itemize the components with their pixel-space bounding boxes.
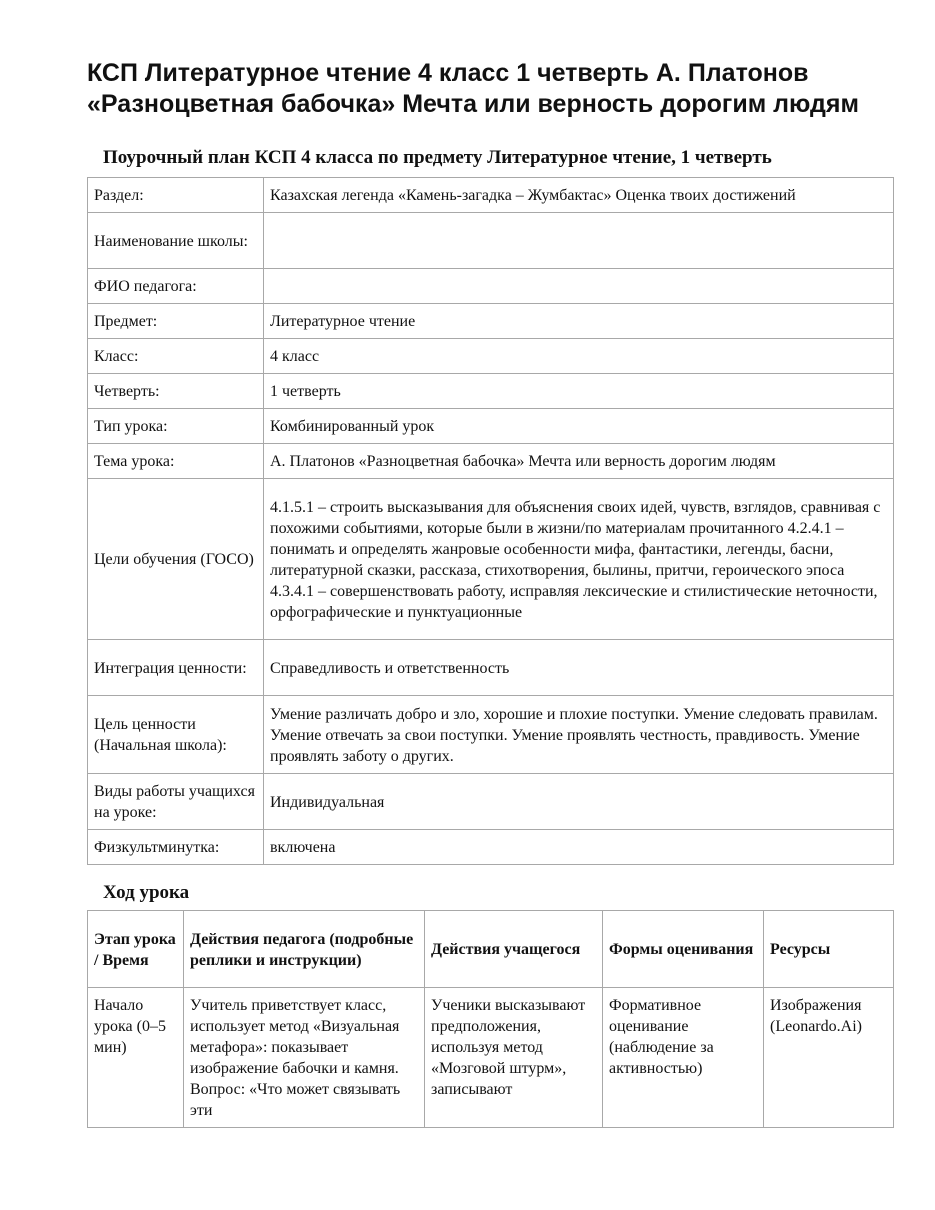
info-label: Наименование школы: (88, 213, 264, 269)
info-value (264, 269, 894, 304)
info-row-value-goal (88, 696, 894, 774)
header-stage-time: Этап урока / Время (88, 911, 184, 988)
info-value: А. Платонов «Разноцветная бабочка» Мечта или верность дорогим людям (264, 444, 894, 479)
cell-text: Формативное оценивание (наблюдение за активностью) (609, 997, 714, 1077)
info-value: 4 класс (264, 339, 894, 374)
info-label: Тема урока: (88, 444, 264, 479)
header-teacher-actions: Действия педагога (подробные реплики и инструкции) (184, 911, 425, 988)
info-label: ФИО педагога: (88, 269, 264, 304)
lesson-info-table (87, 177, 894, 865)
info-value: Справедливость и ответственность (264, 640, 894, 696)
table-header-row (88, 911, 894, 988)
info-value: Индивидуальная (264, 774, 894, 830)
document-title: КСП Литературное чтение 4 класс 1 четверть А. Платонов «Разноцветная бабочка» Мечта или верность дорогим людям (87, 59, 859, 118)
info-row-teacher (88, 269, 894, 304)
info-row-grade (88, 339, 894, 374)
info-value: Литературное чтение (264, 304, 894, 339)
info-value: Умение различать добро и зло, хорошие и плохие поступки. Умение следовать правилам. Умение отвечать за свои поступки. Умение проявлять честность, правдивость. Умение проявлять заботу о других. (264, 696, 894, 774)
info-label: Класс: (88, 339, 264, 374)
cell-assessment (603, 988, 764, 1128)
info-row-exercise-break (88, 830, 894, 865)
info-row-topic (88, 444, 894, 479)
info-value: Комбинированный урок (264, 409, 894, 444)
info-row-quarter (88, 374, 894, 409)
info-row-learning-goals (88, 479, 894, 640)
info-label: Раздел: (88, 178, 264, 213)
info-row-work-types (88, 774, 894, 830)
header-assessment: Формы оценивания (603, 911, 764, 988)
info-label: Цель ценности (Начальная школа): (88, 696, 264, 774)
info-label: Предмет: (88, 304, 264, 339)
table-row (88, 988, 894, 1128)
info-label: Цели обучения (ГОСО) (88, 479, 264, 640)
header-resources: Ресурсы (764, 911, 894, 988)
info-label: Виды работы учащихся на уроке: (88, 774, 264, 830)
cell-resources (764, 988, 894, 1128)
lesson-flow-table (87, 910, 894, 1128)
info-value (264, 213, 894, 269)
info-label: Физкультминутка: (88, 830, 264, 865)
cell-student-actions (425, 988, 603, 1128)
info-row-value-integration (88, 640, 894, 696)
header-student-actions: Действия учащегося (425, 911, 603, 988)
info-row-school (88, 213, 894, 269)
info-value: 4.1.5.1 – строить высказывания для объяснения своих идей, чувств, взглядов, сравнивая с похожими событиями, которые были в жизни/по материалам прочитанного 4.2.4.1 – понимать и определять жанровые особенности мифа, фантастики, легенды, басни, литературной сказки, рассказа, стихотворения, былины, притчи, героического эпоса 4.3.4.1 – совершенствовать работу, исправляя лексические и стилистические неточности, орфографические и пунктуационные (264, 479, 894, 640)
info-label: Интеграция ценности: (88, 640, 264, 696)
info-row-subject (88, 304, 894, 339)
info-label: Тип урока: (88, 409, 264, 444)
cell-text: Учитель приветствует класс, использует метод «Визуальная метафора»: показывает изображение бабочки и камня. Вопрос: «Что может связывать эти (190, 997, 401, 1119)
cell-text: Начало урока (0–5 мин) (94, 997, 166, 1056)
document-page (87, 0, 893, 1128)
info-row-section (88, 178, 894, 213)
info-value: 1 четверть (264, 374, 894, 409)
info-value: включена (264, 830, 894, 865)
info-label: Четверть: (88, 374, 264, 409)
cell-text: Изображения (Leonardo.Ai) (770, 997, 862, 1035)
info-row-lesson-type (88, 409, 894, 444)
cell-teacher-actions (184, 988, 425, 1128)
plan-subtitle: Поурочный план КСП 4 класса по предмету Литературное чтение, 1 четверть (103, 147, 772, 168)
cell-text: Ученики высказывают предположения, используя метод «Мозговой штурм», записывают (431, 997, 586, 1098)
lesson-flow-title: Ход урока (103, 882, 190, 903)
info-value: Казахская легенда «Камень-загадка – Жумбактас» Оценка твоих достижений (264, 178, 894, 213)
cell-stage-time (88, 988, 184, 1128)
